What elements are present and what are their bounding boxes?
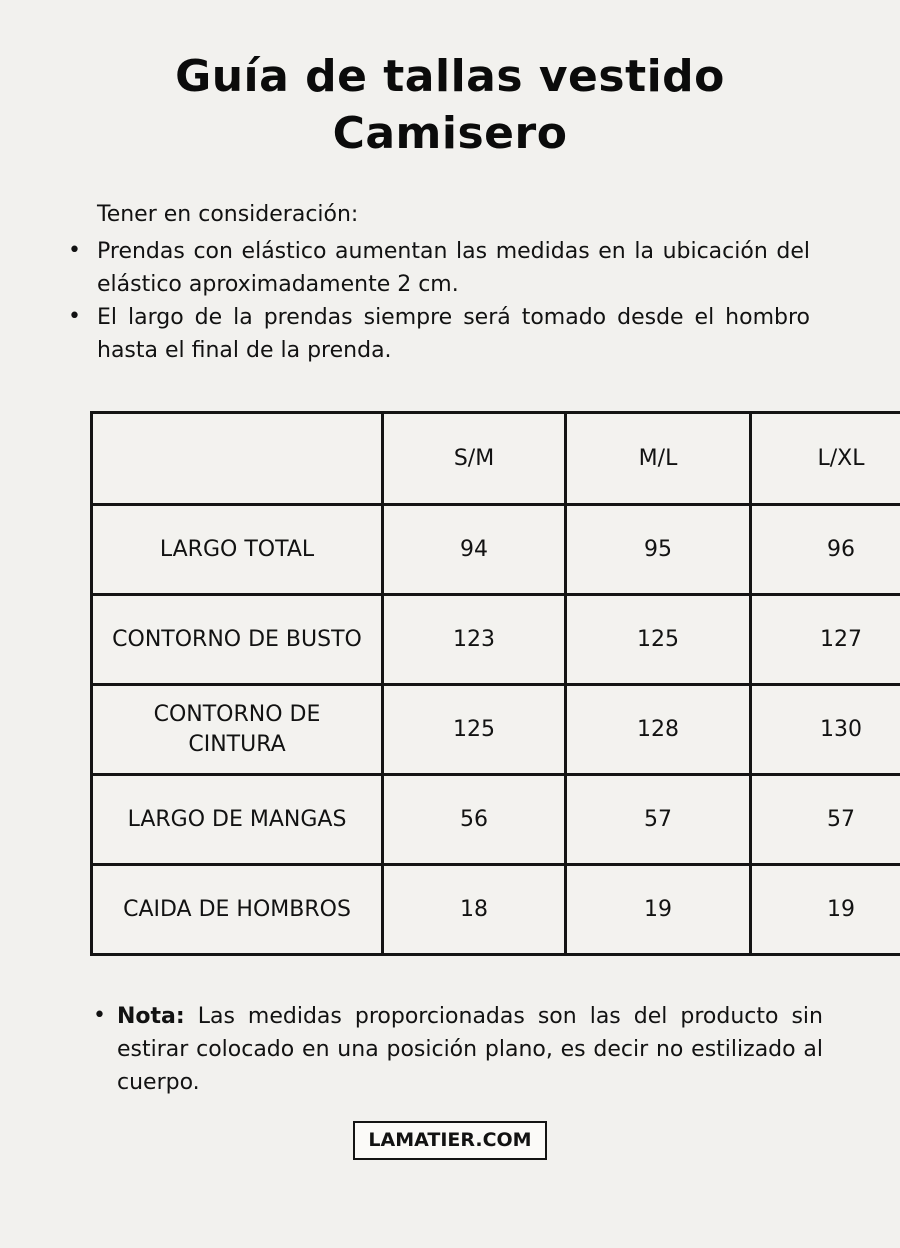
measure-value: 125 — [383, 685, 566, 775]
measure-value: 95 — [566, 505, 751, 595]
header-cell-empty — [92, 413, 383, 505]
row-label: LARGO DE MANGAS — [92, 775, 383, 865]
measure-value: 130 — [751, 685, 900, 775]
measure-value: 123 — [383, 595, 566, 685]
bullet-icon: • — [68, 300, 81, 333]
considerations-list — [97, 235, 810, 367]
table-row — [92, 775, 900, 865]
bullet-icon: • — [68, 234, 81, 267]
measure-value: 128 — [566, 685, 751, 775]
measure-value: 96 — [751, 505, 900, 595]
considerations-heading: Tener en consideración: — [97, 198, 810, 231]
page-title-line-1: Guía de tallas vestido — [40, 48, 860, 105]
size-chart-table — [90, 411, 900, 956]
note-text: Las medidas proporcionadas son las del producto sin estirar colocado en una posición plano, es decir no estilizado al cuerpo. — [117, 1004, 823, 1095]
list-item — [97, 235, 810, 301]
considerations-section — [97, 198, 810, 367]
size-chart-body — [92, 505, 900, 955]
size-guide-page — [0, 48, 900, 1248]
note-paragraph — [117, 1000, 823, 1099]
measure-value: 19 — [751, 865, 900, 955]
measure-value: 19 — [566, 865, 751, 955]
row-label: LARGO TOTAL — [92, 505, 383, 595]
header-cell-size-sm: S/M — [383, 413, 566, 505]
brand-name: LAMATIER.COM — [368, 1129, 531, 1151]
header-cell-size-ml: M/L — [566, 413, 751, 505]
page-title — [40, 48, 860, 162]
header-cell-size-lxl: L/XL — [751, 413, 900, 505]
measure-value: 57 — [566, 775, 751, 865]
table-row — [92, 505, 900, 595]
measure-value: 18 — [383, 865, 566, 955]
bullet-icon: • — [93, 999, 106, 1032]
measure-value: 56 — [383, 775, 566, 865]
table-row — [92, 865, 900, 955]
note-label: Nota: — [117, 1004, 185, 1029]
measure-value: 94 — [383, 505, 566, 595]
consideration-text: El largo de la prendas siempre será tomado desde el hombro hasta el final de la prenda. — [97, 305, 810, 363]
table-row — [92, 685, 900, 775]
measure-value: 57 — [751, 775, 900, 865]
list-item — [97, 301, 810, 367]
consideration-text: Prendas con elástico aumentan las medidas en la ubicación del elástico aproximadamente 2 cm. — [97, 239, 810, 297]
row-label: CAIDA DE HOMBROS — [92, 865, 383, 955]
measure-value: 125 — [566, 595, 751, 685]
row-label: CONTORNO DE CINTURA — [92, 685, 383, 775]
table-row — [92, 595, 900, 685]
size-chart-header — [92, 413, 900, 505]
measure-value: 127 — [751, 595, 900, 685]
page-title-line-2: Camisero — [40, 105, 860, 162]
row-label: CONTORNO DE BUSTO — [92, 595, 383, 685]
table-header-row — [92, 413, 900, 505]
brand-badge — [353, 1121, 546, 1160]
